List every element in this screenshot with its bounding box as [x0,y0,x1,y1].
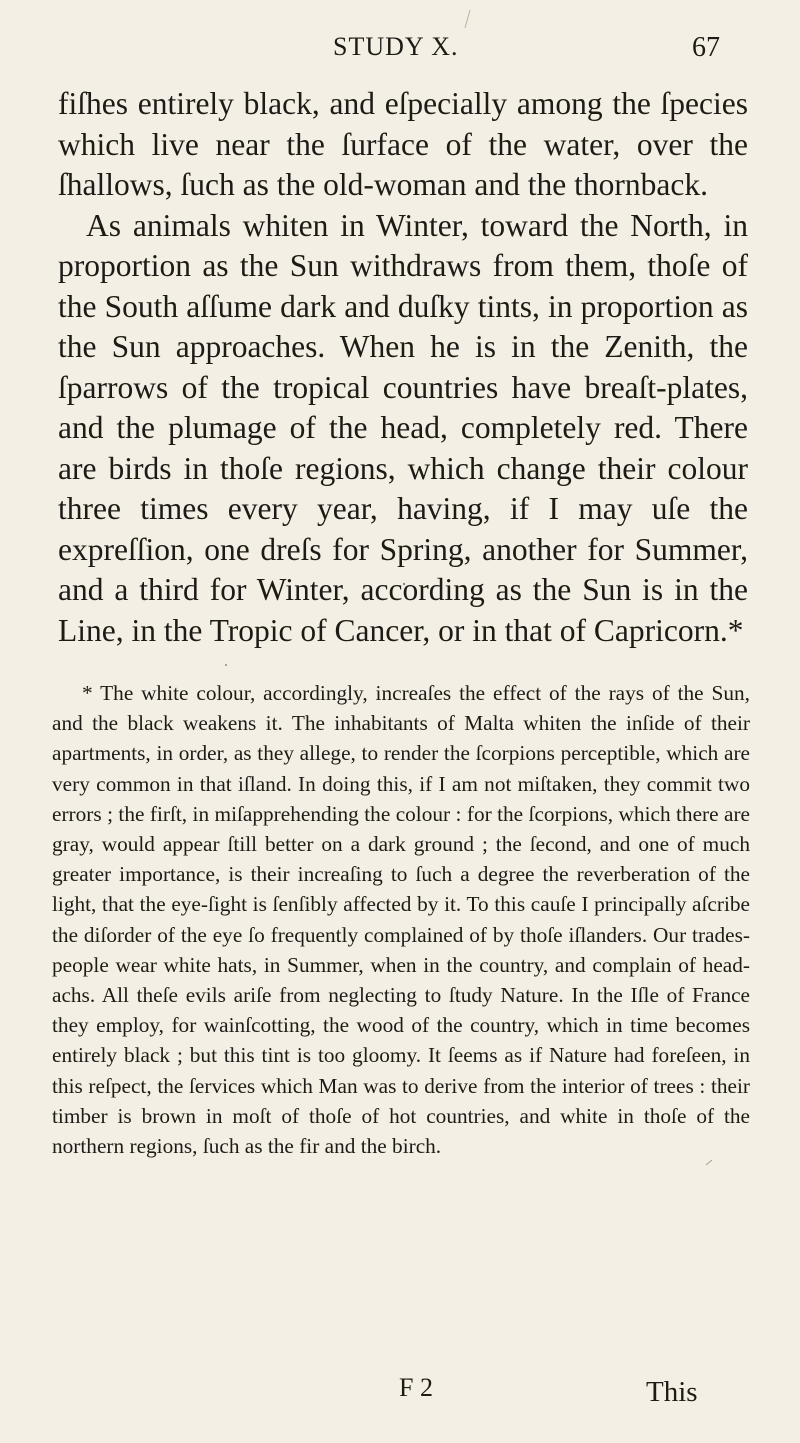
running-title: STUDY X. [333,32,459,61]
running-head [0,32,800,72]
body-paragraph: As animals whiten in Winter, toward the North, in proportion as the Sun withdraws from them, thoſe of the South aſſume dark and duſky tints, in proportion as the Sun approaches. When he is in the Zenith, the ſparrows of the tropical countries have breaſt-plates, and the plumage of the head, completely red. There are birds in thoſe regions, which change their colour three times every year, having, if I may uſe the expreſſion, one dreſs for Spring, another for Summer, and a third for Winter, according as the Sun is in the Line, in the Tropic of Cancer, or in that of Capricorn.* [58,207,748,648]
footnote: * The white colour, accordingly, increaſes the effect of the rays of the Sun, and the black weakens it. The inhabitants of Malta whiten the inſide of their apartments, in order, as they allege, to render the ſcorpions perceptible, which are very common in that iſland. In doing this, if I am not miſtaken, they commit two errors ; the firſt, in miſapprehending the colour : for the ſcorpions, which there are gray, would appear ſtill better on a dark ground ; the ſecond, and one of much greater importance, is their increaſing to ſuch a degree the reverberation of the light, that the eye-ſight is ſenſibly affected by it. To this cauſe I principally aſcribe the diſorder of the eye ſo frequently complained of by thoſe iſlanders. Our trades-people wear white hats, in Summer, when in the country, and complain of head-achs. All theſe evils ariſe from neglecting to ſtudy Nature. In the Iſle of France they employ, for wainſcotting, the wood of the country, which in time becomes entirely black ; but this tint is too gloomy. It ſeems as if Nature had foreſeen, in this reſpect, the ſervices which Man was to derive from the interior of trees : their timber is brown in moſt of thoſe of hot countries, and white in thoſe of the northern regions, ſuch as the fir and the birch. [52,681,750,1159]
body-paragraph: fiſhes entirely black, and eſpecially among the ſpecies which live near the ſurface of the water, over the ſhallows, ſuch as the old-woman and the thornback. [58,86,748,202]
paper-speck [225,664,227,666]
catchword: This [646,1376,698,1408]
page-number: 67 [692,32,720,63]
main-text [58,84,748,651]
signature-mark: F 2 [399,1373,433,1402]
paper-scratch [465,10,470,28]
